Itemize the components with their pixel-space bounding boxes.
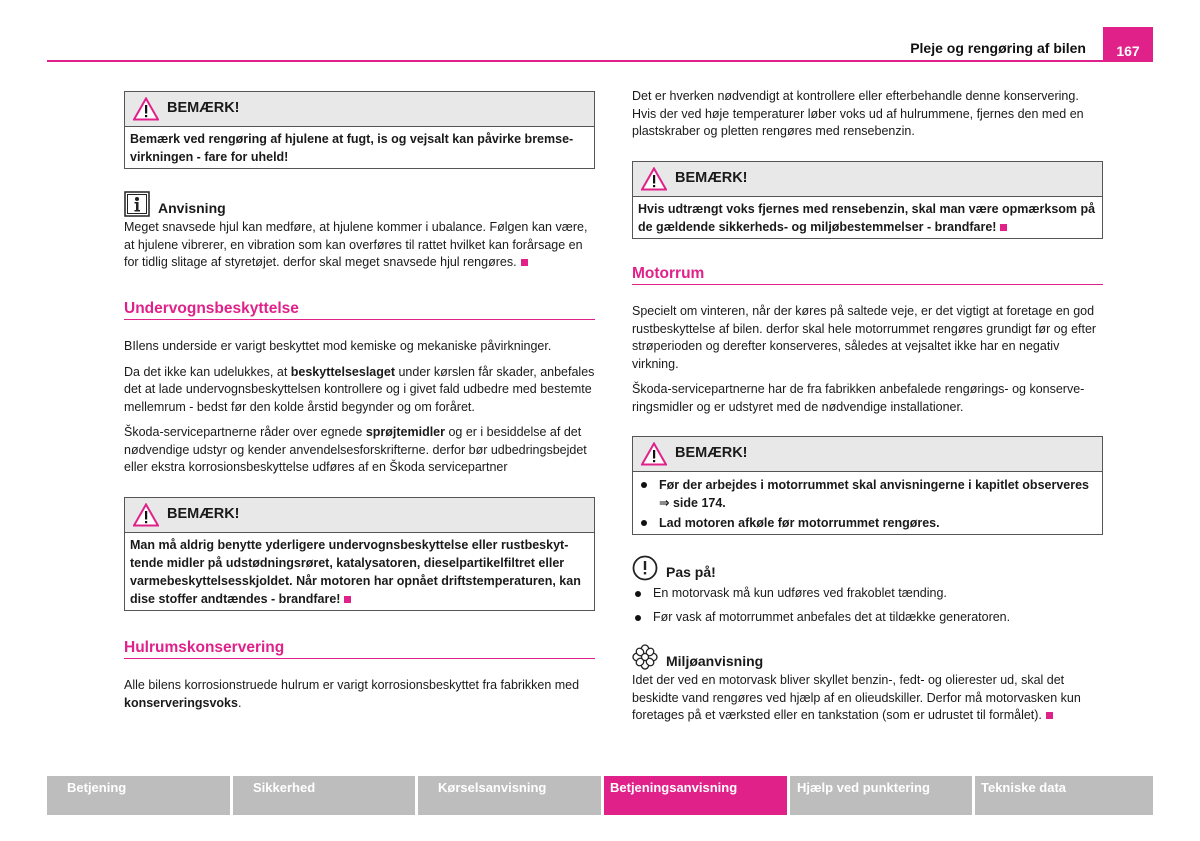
warning-text: Man må aldrig benytte yderligere undervognsbeskyttelse eller rustbeskyttende midler på udstødningsrøret, katalysatoren, dieselpartikelfiltret eller varmebeskyttelsesskjoldet. Når motoren har opnået driftstemperaturen, kan dise stoffer andtændes - brandfare! [130, 537, 581, 606]
warning-label: BEMÆRK! [675, 445, 748, 462]
section-title: Undervognsbeskyttelse [124, 300, 595, 321]
section-title: Hulrumskonservering [124, 639, 595, 660]
environment-label: Miljøanvisning [666, 652, 764, 669]
paragraph: Da det ikke kan udelukkes, at beskyttelseslaget under kørslen får skader, anbefales det at lade undervognsbeskyttelsen kontrollere og i givet fald udbedre med bestemte mellemrum - bedst før den kolde årstid begynder og om foråret. [124, 364, 595, 414]
paragraph: Škoda-servicepartnerne råder over egnede sprøjtemidler og er i besiddelse af det nødvendige udstyr og kender anvendelsesforskrifterne. derfor bør udbedringsbejdet eller ekstra korrosionsbeskyttelse udføres af en Škoda servicepartner [124, 425, 587, 474]
warning-header [125, 92, 594, 127]
end-square-icon [344, 596, 351, 603]
warning-text: Bemærk ved rengøring af hjulene at fugt, is og vejsalt kan påvirke bremsevirkningen - fare for uheld! [130, 132, 574, 164]
arrow-link[interactable]: ⇒ [659, 496, 670, 510]
warning-label: BEMÆRK! [167, 505, 240, 522]
page-header-title: Pleje og rengøring af bilen [910, 40, 1086, 56]
warning-header [125, 498, 594, 533]
warning-text: Hvis udtrængt voks fjernes med rensebenzin, skal man være opmærksom på de gældende sikkerheds- og miljøbestemmelser - brandfare! [638, 201, 1096, 234]
warning-box [124, 91, 595, 169]
end-square-icon [521, 259, 528, 266]
warning-triangle-icon [641, 442, 667, 466]
list-item: Lad motoren afkøle før motorrummet rengøres. [638, 514, 1097, 532]
environment-text: Idet der ved en motorvask bliver skyllet benzin-, fedt- og olierester ud, skal det beskidte vand rengøres ved hjælp af en olieudskiller. Derfor må motorvasken kun foretages på et værksted eller en tankstation (som er udrustet til formålet). [632, 673, 1081, 722]
warning-triangle-icon [133, 503, 159, 527]
nav-tab-sikkerhed[interactable]: Sikkerhed [233, 776, 415, 815]
left-column [124, 88, 595, 720]
caution-block [632, 555, 1103, 626]
paragraph: Specielt om vinteren, når der køres på saltede veje, er det vigtigt at foretage en god rustbeskyttelse af bilen. derfor skal hele motorrummet rengøres grundigt før og efter strøperioden og derefter konserveres, således at vejsaltet ikke har en negativ virkning. [632, 304, 1097, 371]
nav-tab-hjaelp-ved-punktering[interactable]: Hjælp ved punktering [790, 776, 972, 815]
note-header [124, 191, 595, 217]
warning-box [632, 161, 1103, 239]
warning-box [124, 497, 595, 611]
warning-box [632, 436, 1103, 535]
warning-header [633, 162, 1102, 197]
nav-tab-korselsanvisning[interactable]: Kørselsanvisning [418, 776, 601, 815]
warning-text [633, 472, 1102, 534]
header-rule [47, 60, 1153, 62]
section-title: Motorrum [632, 265, 1103, 286]
warning-header [633, 437, 1102, 472]
info-icon [124, 191, 150, 217]
caution-list [632, 585, 1103, 626]
paragraph: Škoda-servicepartnerne har de fra fabrikken anbefalede rengørings- og konserveringsmidler og er udstyret med de nødvendige installationer. [632, 382, 1085, 414]
chapter-navigation [47, 776, 1153, 815]
environment-header [632, 644, 1103, 670]
list-item: Før der arbejdes i motorrummet skal anvisningerne i kapitlet observeres ⇒ side 174. [638, 476, 1097, 512]
note-block [124, 191, 595, 272]
exclamation-circle-icon [632, 555, 658, 581]
flower-icon [632, 644, 658, 670]
nav-tab-betjening[interactable]: Betjening [47, 776, 230, 815]
paragraph: Det er hverken nødvendigt at kontrollere eller efterbehandle denne konservering. Hvis der ved høje temperaturer løber voks ud af hulrummene, fjernes den med en plastskraber og pletten rengøres med rensebenzin. [632, 89, 1084, 138]
warning-label: BEMÆRK! [675, 169, 748, 186]
end-square-icon [1000, 224, 1007, 231]
paragraph: BIlens underside er varigt beskyttet mod kemiske og mekaniske påvirkninger. [124, 339, 552, 353]
warning-triangle-icon [133, 97, 159, 121]
paragraph: Alle bilens korrosionstruede hulrum er varigt korrosionsbeskyttet fra fabrikken med konserveringsvoks. [124, 678, 580, 710]
note-text: Meget snavsede hjul kan medføre, at hjulene kommer i ubalance. Følgen kan være, at hjulene vibrerer, en vibration som kan overføres til rattet hvilket kan forårsage en for tidlig slitage af styretøjet. derfor skal meget snavsede hjul rengøres. [124, 220, 588, 269]
caution-label: Pas på! [666, 563, 716, 580]
nav-tab-tekniske-data[interactable]: Tekniske data [975, 776, 1153, 815]
page-number: 167 [1103, 27, 1153, 62]
warning-triangle-icon [641, 167, 667, 191]
list-item: Før vask af motorrummet anbefales det at tildække generatoren. [632, 609, 1103, 627]
warning-label: BEMÆRK! [167, 100, 240, 117]
nav-tab-betjeningsanvisning[interactable]: Betjeningsanvisning [604, 776, 787, 815]
end-square-icon [1046, 712, 1053, 719]
caution-header [632, 555, 1103, 581]
list-item: En motorvask må kun udføres ved frakoblet tænding. [632, 585, 1103, 603]
right-column [632, 88, 1103, 733]
environment-block [632, 644, 1103, 725]
note-label: Anvisning [158, 199, 226, 216]
